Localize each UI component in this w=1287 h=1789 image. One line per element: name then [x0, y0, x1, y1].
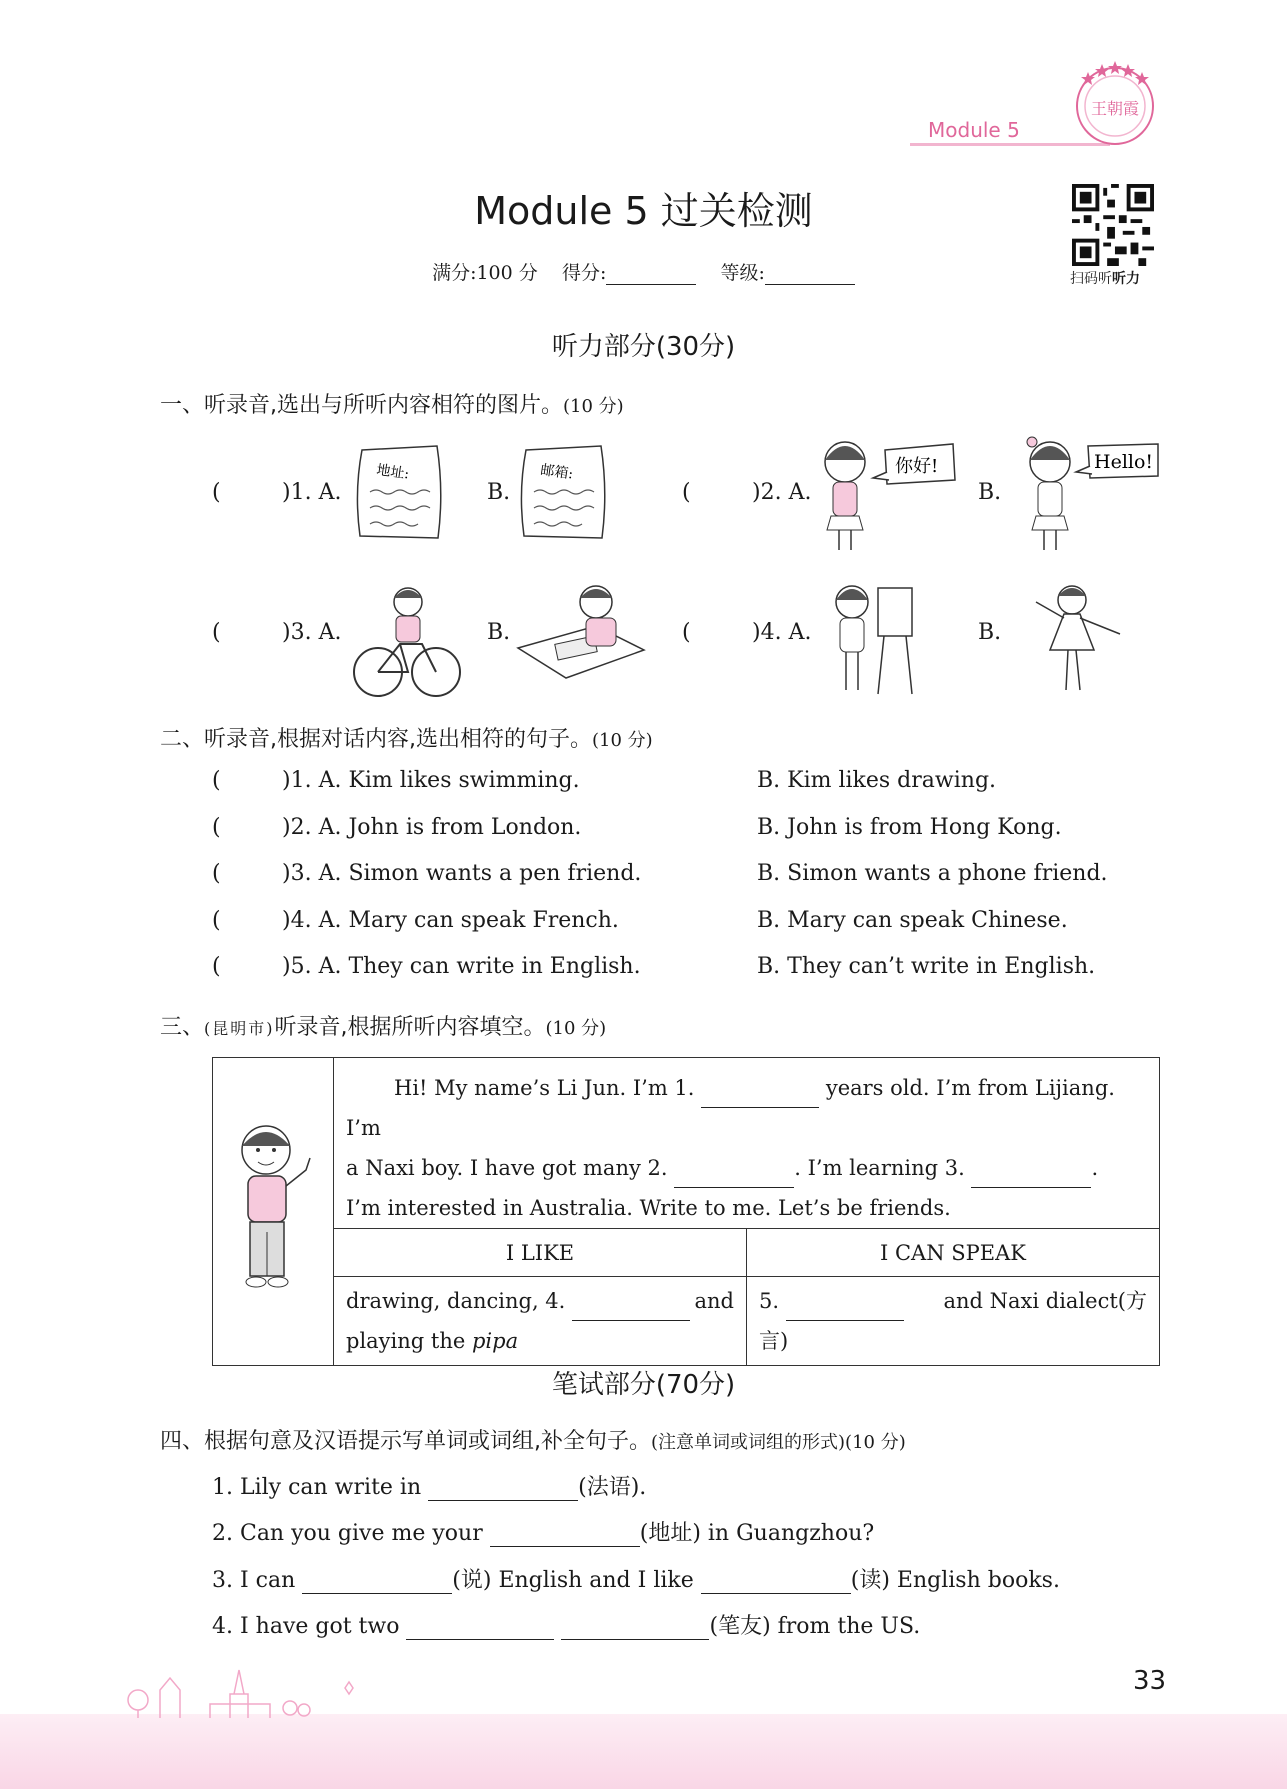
blank-3[interactable]: [971, 1187, 1091, 1188]
grade-label: 等级:: [720, 262, 765, 284]
part2-paren[interactable]: (: [212, 768, 221, 793]
part2-heading: 二、听录音,根据对话内容,选出相符的句子。(10 分): [160, 727, 653, 752]
part4-s4: 4. I have got two (笔友) from the US.: [212, 1614, 921, 1639]
girl-dancing-image[interactable]: [1030, 578, 1130, 696]
p1-q3-b: B.: [487, 620, 511, 645]
part2-item: [212, 861, 1162, 908]
p4-blank-1[interactable]: [428, 1500, 578, 1501]
p1-q3-paren[interactable]: (: [212, 620, 221, 645]
blank-1[interactable]: [701, 1107, 819, 1108]
listening-heading: 听力部分(30分): [551, 332, 736, 362]
p1-q2-b: B.: [978, 480, 1002, 505]
part2-item: [212, 815, 1162, 862]
part2-item: [212, 908, 1162, 955]
col-like-header: I LIKE: [334, 1229, 747, 1277]
part2-option-b: B. Kim likes drawing.: [757, 768, 997, 793]
boy-illustration-cell: [213, 1058, 334, 1366]
part2-option-b: B. Simon wants a phone friend.: [757, 861, 1108, 886]
grade-blank[interactable]: [765, 284, 855, 285]
p1-q1-num: )1. A.: [282, 480, 342, 505]
svg-text:你好!: 你好!: [895, 456, 939, 477]
p1-q2-num: )2. A.: [752, 480, 812, 505]
boy-pointing-image: [228, 1114, 318, 1304]
passage-line1: Hi! My name’s Li Jun. I’m 1. years old. I’m from Lijiang. I’m: [346, 1076, 1115, 1140]
p1-q4-b: B.: [978, 620, 1002, 645]
blank-5[interactable]: [786, 1320, 904, 1321]
part2-paren[interactable]: (: [212, 861, 221, 886]
address-paper-image[interactable]: [352, 442, 447, 542]
part2-option-b: B. They can’t write in English.: [757, 954, 1096, 979]
info-table: [212, 1057, 1160, 1366]
page-number: 33: [1133, 1666, 1167, 1696]
svg-text:Hello!: Hello!: [1094, 451, 1154, 473]
part2-option-a: )1. A. Kim likes swimming.: [282, 768, 580, 793]
p4-blank-2[interactable]: [490, 1546, 640, 1547]
passage-line2: a Naxi boy. I have got many 2. . I’m learning 3. .: [346, 1148, 1147, 1188]
part3-heading: 三、(昆明市)听录音,根据所听内容填空。(10 分): [160, 1015, 607, 1040]
email-paper-image[interactable]: [516, 442, 611, 542]
passage-line3: I’m interested in Australia. Write to me. Let’s be friends.: [346, 1196, 951, 1220]
p1-q4-paren[interactable]: (: [682, 620, 691, 645]
module-label: Module 5: [928, 118, 1020, 142]
qr-caption: 扫码听听力: [1070, 271, 1140, 287]
part2-paren[interactable]: (: [212, 907, 221, 933]
col-speak-header: I CAN SPEAK: [747, 1229, 1160, 1277]
passage-cell: [334, 1058, 1160, 1229]
part2-item: [212, 954, 1162, 1001]
part2-option-a: )4. A. Mary can speak French.: [282, 907, 619, 933]
part2-option-b: B. Mary can speak Chinese.: [757, 907, 1068, 933]
full-score: 满分:100 分: [432, 262, 538, 284]
part4-s1: 1. Lily can write in (法语).: [212, 1475, 647, 1500]
part2-option-a: )5. A. They can write in English.: [282, 954, 641, 979]
part2-option-b: B. John is from Hong Kong.: [757, 814, 1062, 840]
part2-option-a: )2. A. John is from London.: [282, 814, 582, 840]
p1-q1-b: B.: [487, 480, 511, 505]
girl-painting-image[interactable]: [826, 578, 918, 698]
page-title: Module 5 过关检测: [474, 189, 813, 233]
boy-cycling-image[interactable]: [350, 582, 462, 700]
part4-heading: 四、根据句意及汉语提示写单词或词组,补全句子。(注意单词或词组的形式)(10 分): [160, 1429, 906, 1454]
svg-text:地址:: 地址:: [375, 462, 411, 483]
speak-cell: 5. and Naxi dialect(方 言): [747, 1277, 1160, 1366]
score-label: 得分:: [561, 262, 607, 284]
part2-option-a: )3. A. Simon wants a pen friend.: [282, 861, 642, 886]
girl-hello-image[interactable]: [1008, 432, 1160, 557]
part1-heading: 一、听录音,选出与所听内容相符的图片。(10 分): [160, 393, 624, 418]
p4-blank-5[interactable]: [406, 1639, 554, 1640]
blank-4[interactable]: [572, 1320, 690, 1321]
part2-item: [212, 768, 1162, 815]
p1-q4-num: )4. A.: [752, 620, 812, 645]
p4-blank-4[interactable]: [701, 1593, 851, 1594]
score-line: [0, 258, 1287, 285]
publisher-logo: [1070, 58, 1160, 150]
score-blank[interactable]: [606, 284, 696, 285]
part4-s2: 2. Can you give me your (地址) in Guangzhou?: [212, 1521, 875, 1546]
part2-paren[interactable]: (: [212, 954, 221, 979]
p4-blank-6[interactable]: [561, 1639, 709, 1640]
boy-writing-image[interactable]: [516, 578, 646, 690]
footer-band: [0, 1714, 1287, 1789]
part2-paren[interactable]: (: [212, 814, 221, 840]
p1-q2-paren[interactable]: (: [682, 480, 691, 505]
svg-text:邮箱:: 邮箱:: [539, 462, 575, 483]
part2-list: [212, 768, 1162, 1001]
part4-s3: 3. I can (说) English and I like (读) English books.: [212, 1568, 1060, 1593]
svg-text:王朝霞: 王朝霞: [1090, 99, 1140, 118]
p1-q3-num: )3. A.: [282, 620, 342, 645]
girl-nihao-image[interactable]: [815, 432, 960, 557]
writing-heading: 笔试部分(70分): [551, 1370, 736, 1400]
p1-q1-paren[interactable]: (: [212, 480, 221, 505]
like-cell: drawing, dancing, 4. and playing the pipa: [334, 1277, 747, 1366]
p4-blank-3[interactable]: [302, 1593, 452, 1594]
castle-decoration: [120, 1660, 360, 1720]
